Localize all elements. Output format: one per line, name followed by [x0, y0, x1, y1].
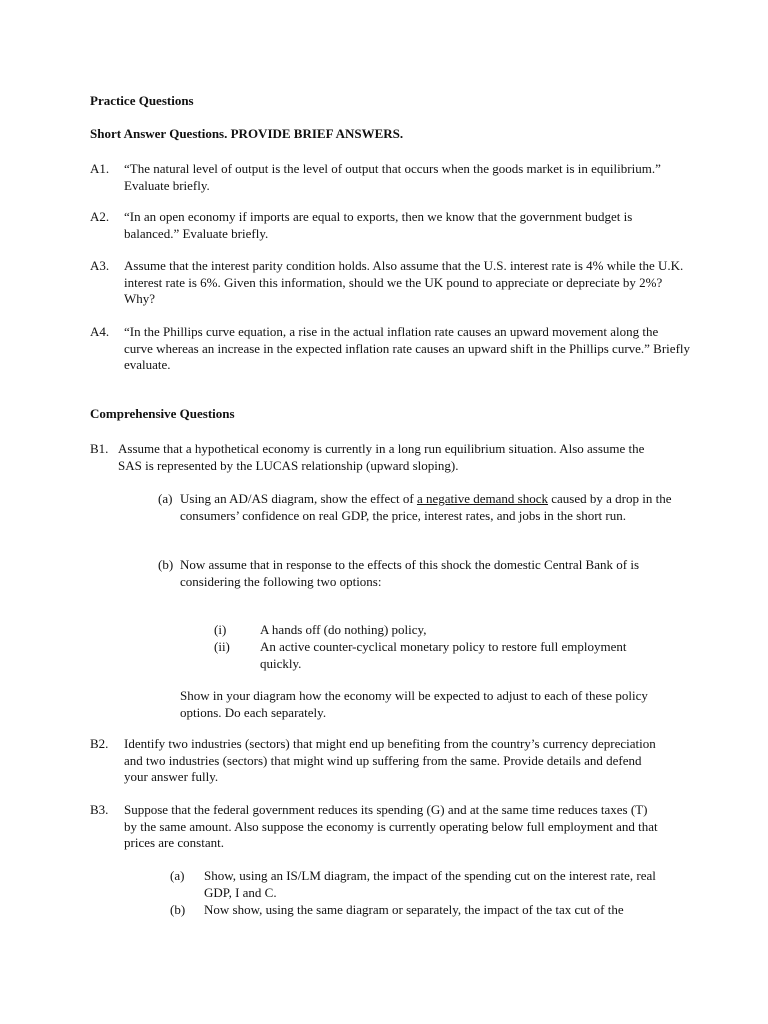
option-i: [214, 622, 664, 639]
comprehensive-heading: Comprehensive Questions: [90, 406, 235, 421]
question-text: Identify two industries (sectors) that might end up benefiting from the country’s currency depreciation and two industries (sectors) that might wind up suffering from the same. Provide details and defend your answer fully.: [124, 736, 656, 784]
b1-show-instruction: Show in your diagram how the economy will be expected to adjust to each of these policy options. Do each separately.: [180, 688, 648, 720]
question-b2: [90, 736, 660, 786]
underlined-phrase: a negative demand shock: [416, 491, 549, 506]
question-b1-part-b: [158, 557, 678, 590]
question-a2: [90, 209, 690, 242]
question-b1-part-a: [158, 491, 678, 524]
part-label: (b): [170, 902, 186, 917]
question-b3-part-a: [170, 868, 670, 901]
question-text: “In the Phillips curve equation, a rise in the actual inflation rate causes an upward movement along the curve whereas an increase in the expected inflation rate causes an upward shift in the Phillips curve.” Briefly evaluate.: [124, 324, 691, 372]
question-number: A1.: [90, 161, 110, 176]
question-b3: [90, 802, 660, 852]
part-label: (b): [158, 557, 174, 572]
part-text: Show, using an IS/LM diagram, the impact of the spending cut on the interest rate, real GDP, I and C.: [204, 868, 656, 900]
option-label: (i): [214, 622, 227, 637]
question-number: A4.: [90, 324, 110, 339]
question-number: B1.: [90, 441, 109, 456]
part-label: (a): [158, 491, 173, 506]
option-text: A hands off (do nothing) policy,: [260, 622, 427, 637]
part-text: Now assume that in response to the effects of this shock the domestic Central Bank of is considering the following two options:: [180, 557, 639, 589]
part-text: Now show, using the same diagram or separately, the impact of the tax cut of the: [204, 902, 624, 917]
page-heading: Practice Questions: [90, 93, 194, 108]
question-number: B2.: [90, 736, 109, 751]
question-text: “In an open economy if imports are equal to exports, then we know that the government budget is balanced.” Evaluate briefly.: [124, 209, 633, 241]
question-text: “The natural level of output is the level of output that occurs when the goods market is in equilibrium.” Evaluate briefly.: [124, 161, 661, 193]
question-b3-part-b: [170, 902, 670, 919]
option-label: (ii): [214, 639, 230, 654]
question-text: Suppose that the federal government reduces its spending (G) and at the same time reduces taxes (T) by the same amount. Also suppose the economy is currently operating below full employment and that prices are constant.: [124, 802, 658, 850]
part-label: (a): [170, 868, 185, 883]
question-text: Assume that a hypothetical economy is currently in a long run equilibrium situation. Also assume the SAS is represented by the LUCAS relationship (upward sloping).: [118, 441, 645, 473]
question-b1: [90, 441, 670, 474]
question-number: A2.: [90, 209, 110, 224]
short-answer-heading: Short Answer Questions. PROVIDE BRIEF ANSWERS.: [90, 126, 404, 141]
option-ii: [214, 639, 664, 672]
option-text: An active counter-cyclical monetary policy to restore full employment quickly.: [260, 639, 627, 671]
question-text: Assume that the interest parity condition holds. Also assume that the U.S. interest rate is 4% while the U.K. interest rate is 6%. Given this information, should we the UK pound to appreciate or depreciate by 2%? Why?: [124, 258, 684, 306]
question-number: A3.: [90, 258, 110, 273]
part-text: Using an AD/AS diagram, show the effect of a negative demand shock caused by a drop in the consumers’ confidence on real GDP, the price, interest rates, and jobs in the short run.: [180, 491, 672, 523]
question-a4: [90, 324, 690, 374]
question-a3: [90, 258, 690, 308]
question-number: B3.: [90, 802, 109, 817]
question-a1: [90, 161, 690, 194]
